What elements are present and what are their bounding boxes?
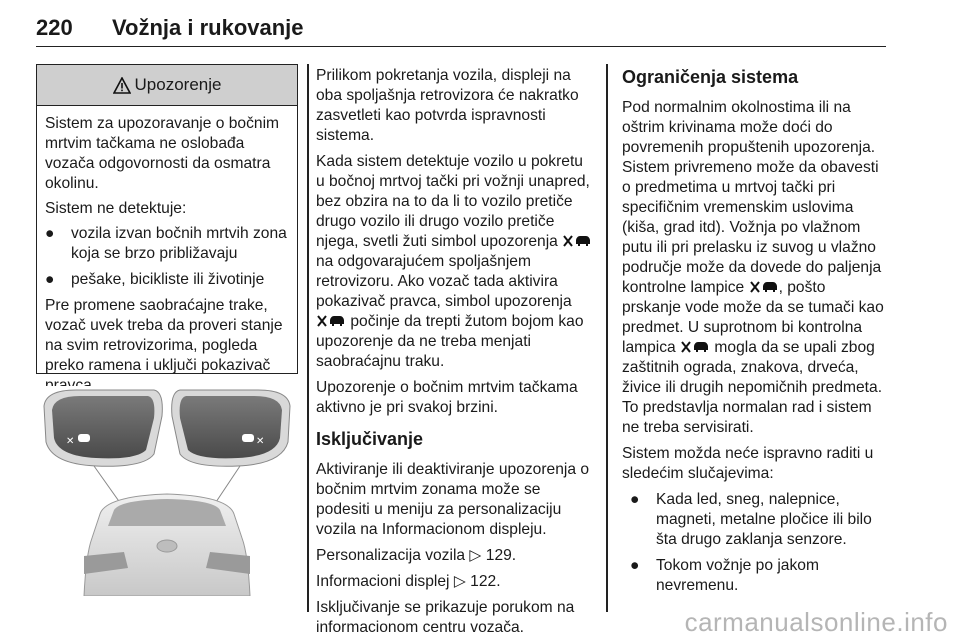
page-reference: Personalizacija vozila ▷ 129. (316, 547, 517, 564)
reference-arrow-icon: ▷ (453, 573, 466, 590)
page-number: 220 (36, 15, 73, 40)
reference-arrow-icon: ▷ (469, 547, 482, 564)
page-title: Vožnja i rukovanje (112, 15, 304, 40)
warning-text: Sistem za upozoravanje o bočnim mrtvim tačkama ne oslobađa vozača odgovornosti da osmatra okolinu. (45, 115, 280, 192)
body-text: Aktiviranje ili deaktiviranje upozorenja o bočnim mrtvim zonama može se podesiti u meniju za personalizaciju vozila na Informacionom displeju. (316, 461, 590, 538)
body-text: Prilikom pokretanja vozila, displeji na oba spoljašnja retrovizora će nakratko zasvetleti kao potvrda ispravnosti sistema. (316, 67, 579, 144)
svg-text:✕: ✕ (256, 436, 265, 447)
section-heading: Isključivanje (316, 429, 424, 449)
blind-spot-symbol-icon (680, 340, 710, 354)
section-heading: Ograničenja sistema (622, 67, 799, 87)
list-item: ● vozila izvan bočnih mrtvih zona koja se brzo približavaju (45, 225, 287, 262)
column-divider-1 (307, 64, 309, 612)
warning-title: Upozorenje (134, 75, 222, 94)
body-text: Pod normalnim okolnostima ili na oštrim krivinama može doći do povremenih propuštenih upozorenja. Sistem privremeno može da obavesti o predmetima u mrtvoj tački pri specifičnim vremenskim uslovima (kiša, grad itd). Vožnja po vlažnom putu ili pri prelasku iz suvog u vlažno područje može da dovede do paljenja kontrolne lampice , pošto prskanje vode može da se tumači kao predmet. U suprotnom bi kontrolna lampica mogla da se upali zbog zaštitnih ograda, znakova, drveća, živice ili drugih nepomičnih predmeta. To predstavlja normalan rad i sistem ne treba servisirati. (622, 99, 884, 436)
warning-header (37, 65, 297, 106)
body-text: Isključivanje se prikazuje porukom na informacionom centru vozača. (316, 599, 575, 636)
blind-spot-symbol-icon (562, 234, 592, 248)
list-item: ● Tokom vožnje po jakom nevremenu. (630, 557, 819, 594)
page-reference: Informacioni displej ▷ 122. (316, 573, 501, 590)
warning-box (36, 64, 298, 374)
warning-text: Pre promene saobraćajne trake, vozač uvek treba da proveri stanje na svim retrovizorima, pogleda preko ramena i uključi pokazivač (45, 297, 283, 374)
body-text: Upozorenje o bočnim mrtvim tačkama aktivno je pri svakoj brzini. (316, 379, 578, 416)
list-item: ● Kada led, sneg, nalepnice, magneti, metalne pločice ili bilo šta drugo zaklanja senzore. (630, 491, 872, 548)
watermark: carmanualsonline.info (684, 607, 948, 637)
page-header (36, 10, 886, 47)
warning-triangle-icon (113, 77, 131, 94)
list-item: ● pešake, bicikliste ili životinje (45, 271, 265, 288)
column-divider-2 (606, 64, 608, 612)
warning-text: Sistem ne detektuje: (45, 200, 187, 217)
body-text: Kada sistem detektuje vozilo u pokretu u bočnoj mrtvoj tački pri vožnji unapred, bez obzira na to da li to vozilo pretiče drugo vozilo ili drugo vozilo pretiče njega, svetli žuti simbol upozorenja na odgovarajućem spoljašnjem retrovizoru. Ako vozač tada aktivira pokazivač pravca, simbol upozorenja počinje da trepti žutom bojom kao upozorenje da ne treba menjati saobraćajnu traku. (316, 152, 594, 372)
column-2 (316, 66, 594, 644)
blind-spot-symbol-icon (749, 280, 779, 294)
blind-spot-symbol-icon (316, 314, 346, 328)
mirror-illustration (36, 386, 298, 596)
column-3 (622, 66, 888, 602)
svg-text:✕: ✕ (66, 436, 75, 447)
body-text: Sistem možda neće ispravno raditi u sledećim slučajevima: (622, 445, 874, 482)
